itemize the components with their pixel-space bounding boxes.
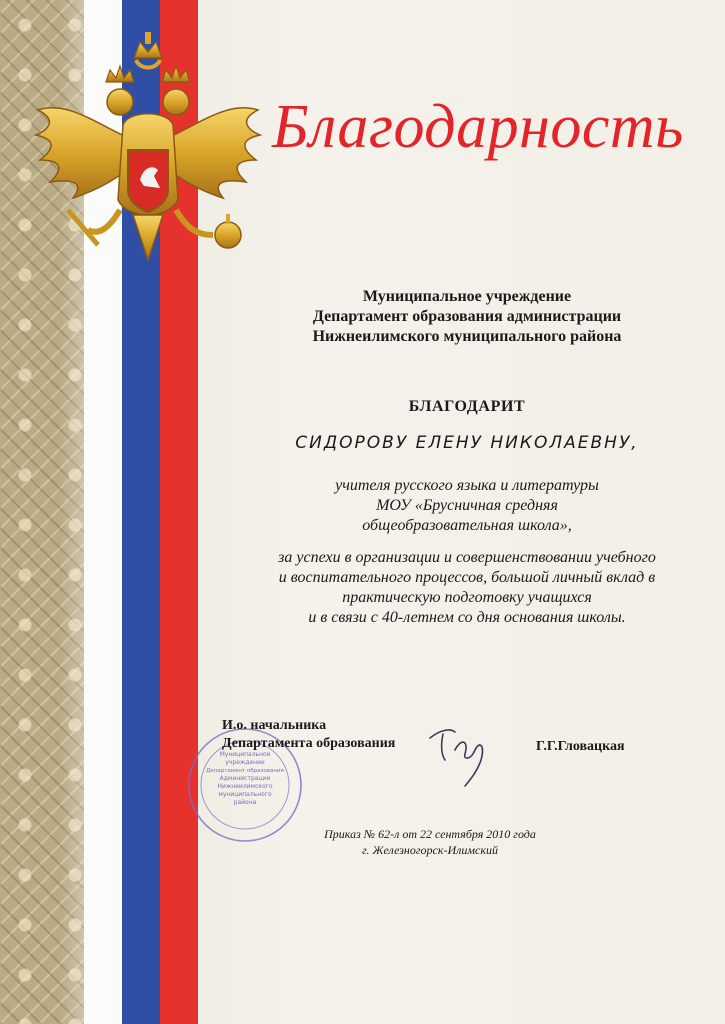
- signatory-title-line: И.о. начальника: [222, 718, 327, 733]
- award-reason: [232, 548, 702, 628]
- stamp-text-line: Нижнеилимского: [217, 783, 273, 790]
- certificate-title: Благодарность: [272, 93, 684, 161]
- position-line: общеобразовательная школа»,: [362, 517, 572, 534]
- organization-block: [232, 287, 702, 347]
- reason-line: за успехи в организации и совершенствовании учебного: [278, 549, 656, 566]
- order-line: Приказ № 62-л от 22 сентября 2010 года: [324, 827, 536, 841]
- organization-line: Департамент образования администрации: [312, 308, 622, 325]
- order-reference: [300, 826, 560, 858]
- reason-line: и воспитательного процессов, большой личный вклад в: [278, 569, 656, 586]
- reason-line: и в связи с 40-летнем со дня основания школы.: [308, 609, 626, 626]
- stamp-text-line: Муниципальное: [219, 751, 271, 758]
- reason-line: практическую подготовку учащихся: [342, 589, 592, 606]
- thanks-heading: БЛАГОДАРИТ: [408, 398, 526, 415]
- organization-line: Муниципальное учреждение: [362, 288, 572, 305]
- signatory-title: [222, 717, 395, 753]
- stamp-text-line: учреждение: [225, 759, 265, 766]
- recipient-name: СИДОРОВУ ЕЛЕНУ НИКОЛАЕВНУ,: [295, 433, 639, 453]
- stamp-text-line: Департамент образования: [206, 768, 284, 774]
- russian-coat-of-arms-icon: [28, 30, 268, 270]
- position-line: МОУ «Брусничная средняя: [376, 497, 558, 514]
- signatory-name: Г.Г.Гловацкая: [536, 739, 625, 754]
- recipient-position: [232, 476, 702, 536]
- signatory-title-line: Департамента образования: [222, 736, 396, 751]
- stamp-text-line: Администрации: [219, 775, 271, 782]
- order-place: г. Железногорск-Илимский: [362, 843, 498, 857]
- position-line: учителя русского языка и литературы: [335, 477, 599, 494]
- stamp-text-line: района: [233, 799, 257, 806]
- handwritten-signature-icon: [425, 720, 505, 790]
- stamp-text-line: муниципального: [218, 791, 272, 798]
- organization-line: Нижнеилимского муниципального района: [312, 328, 622, 345]
